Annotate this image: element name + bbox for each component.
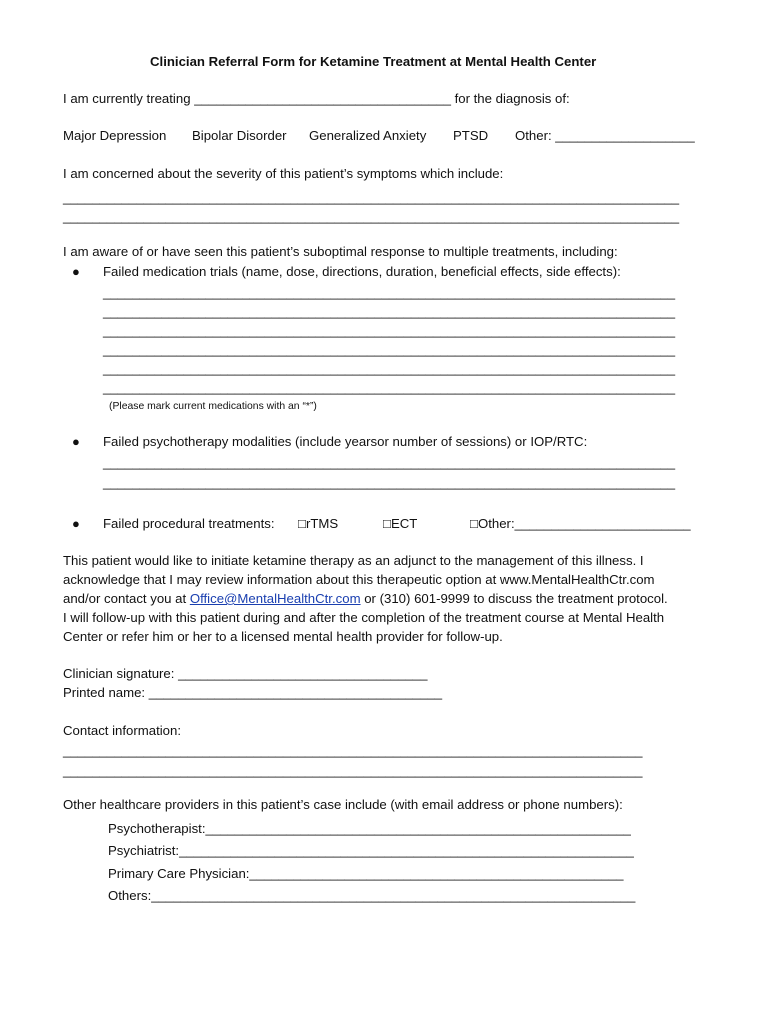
- form-title: Clinician Referral Form for Ketamine Treatment at Mental Health Center: [150, 54, 597, 69]
- rtms-checkbox[interactable]: □rTMS: [298, 516, 339, 531]
- medication-blank-3[interactable]: ______________________________________________________________________________: [103, 323, 676, 338]
- ect-checkbox[interactable]: □ECT: [383, 516, 418, 531]
- bullet-psychotherapy: ●: [72, 434, 80, 449]
- ack-line-3: [63, 591, 668, 607]
- psychiatrist-field[interactable]: Psychiatrist:______________________________________________________________: [108, 843, 634, 858]
- ack-line-3-pre: and/or contact you at: [63, 591, 190, 606]
- severity-blank-2[interactable]: ____________________________________________________________________________________: [63, 209, 680, 224]
- ack-line-3-post: or (310) 601-9999 to discuss the treatment protocol.: [360, 591, 668, 606]
- other-procedure-checkbox[interactable]: □Other:________________________: [470, 516, 691, 531]
- diagnosis-other[interactable]: Other: ___________________: [515, 128, 695, 143]
- severity-blank-1[interactable]: ____________________________________________________________________________________: [63, 190, 680, 205]
- diagnosis-major-depression[interactable]: Major Depression: [63, 128, 167, 143]
- contact-label: Contact information:: [63, 723, 182, 738]
- office-email-link[interactable]: Office@MentalHealthCtr.com: [189, 591, 361, 606]
- psychotherapy-label: Failed psychotherapy modalities (include yearsor number of sessions) or IOP/RTC:: [103, 434, 588, 449]
- ack-line-1: This patient would like to initiate ketamine therapy as an adjunct to the management of this illness. I: [63, 553, 644, 568]
- psychotherapy-blank-1[interactable]: ______________________________________________________________________________: [103, 455, 676, 470]
- psychotherapist-field[interactable]: Psychotherapist:__________________________________________________________: [108, 821, 631, 836]
- diagnosis-ptsd[interactable]: PTSD: [453, 128, 489, 143]
- primary-care-physician-field[interactable]: Primary Care Physician:___________________________________________________: [108, 866, 624, 881]
- medication-label: Failed medication trials (name, dose, directions, duration, beneficial effects, side effects):: [103, 264, 621, 279]
- ack-line-4: I will follow-up with this patient during and after the completion of the treatment course at Mental Health: [63, 610, 665, 625]
- patient-name-blank[interactable]: ___________________________________: [194, 91, 451, 106]
- medication-blank-1[interactable]: ______________________________________________________________________________: [103, 285, 676, 300]
- contact-blank-2[interactable]: _______________________________________________________________________________: [63, 763, 643, 778]
- psychotherapy-blank-2[interactable]: ______________________________________________________________________________: [103, 475, 676, 490]
- bullet-medication: ●: [72, 264, 80, 279]
- medication-blank-5[interactable]: ______________________________________________________________________________: [103, 361, 676, 376]
- ack-line-5: Center or refer him or her to a licensed mental health provider for follow-up.: [63, 629, 503, 644]
- ack-line-2: acknowledge that I may review information about this therapeutic option at www.MentalHealthCtr.com: [63, 572, 655, 587]
- treating-suffix: for the diagnosis of:: [454, 91, 570, 106]
- others-field[interactable]: Others:__________________________________________________________________: [108, 888, 636, 903]
- treating-line: [63, 91, 570, 107]
- severity-label: I am concerned about the severity of this patient’s symptoms which include:: [63, 166, 504, 181]
- treating-prefix: I am currently treating: [63, 91, 191, 106]
- bullet-procedural: ●: [72, 516, 80, 531]
- diagnosis-bipolar-disorder[interactable]: Bipolar Disorder: [192, 128, 287, 143]
- medication-blank-4[interactable]: ______________________________________________________________________________: [103, 342, 676, 357]
- diagnosis-generalized-anxiety[interactable]: Generalized Anxiety: [309, 128, 427, 143]
- medication-blank-2[interactable]: ______________________________________________________________________________: [103, 304, 676, 319]
- printed-name-field[interactable]: Printed name: ________________________________________: [63, 685, 443, 700]
- contact-blank-1[interactable]: _______________________________________________________________________________: [63, 743, 643, 758]
- procedural-label: Failed procedural treatments:: [103, 516, 275, 531]
- medication-note: (Please mark current medications with an “*”): [109, 401, 317, 412]
- clinician-signature-field[interactable]: Clinician signature: __________________________________: [63, 666, 428, 681]
- providers-label: Other healthcare providers in this patient’s case include (with email address or phone numbers):: [63, 797, 623, 812]
- medication-blank-6[interactable]: ______________________________________________________________________________: [103, 380, 676, 395]
- suboptimal-label: I am aware of or have seen this patient’s suboptimal response to multiple treatments, including:: [63, 244, 618, 259]
